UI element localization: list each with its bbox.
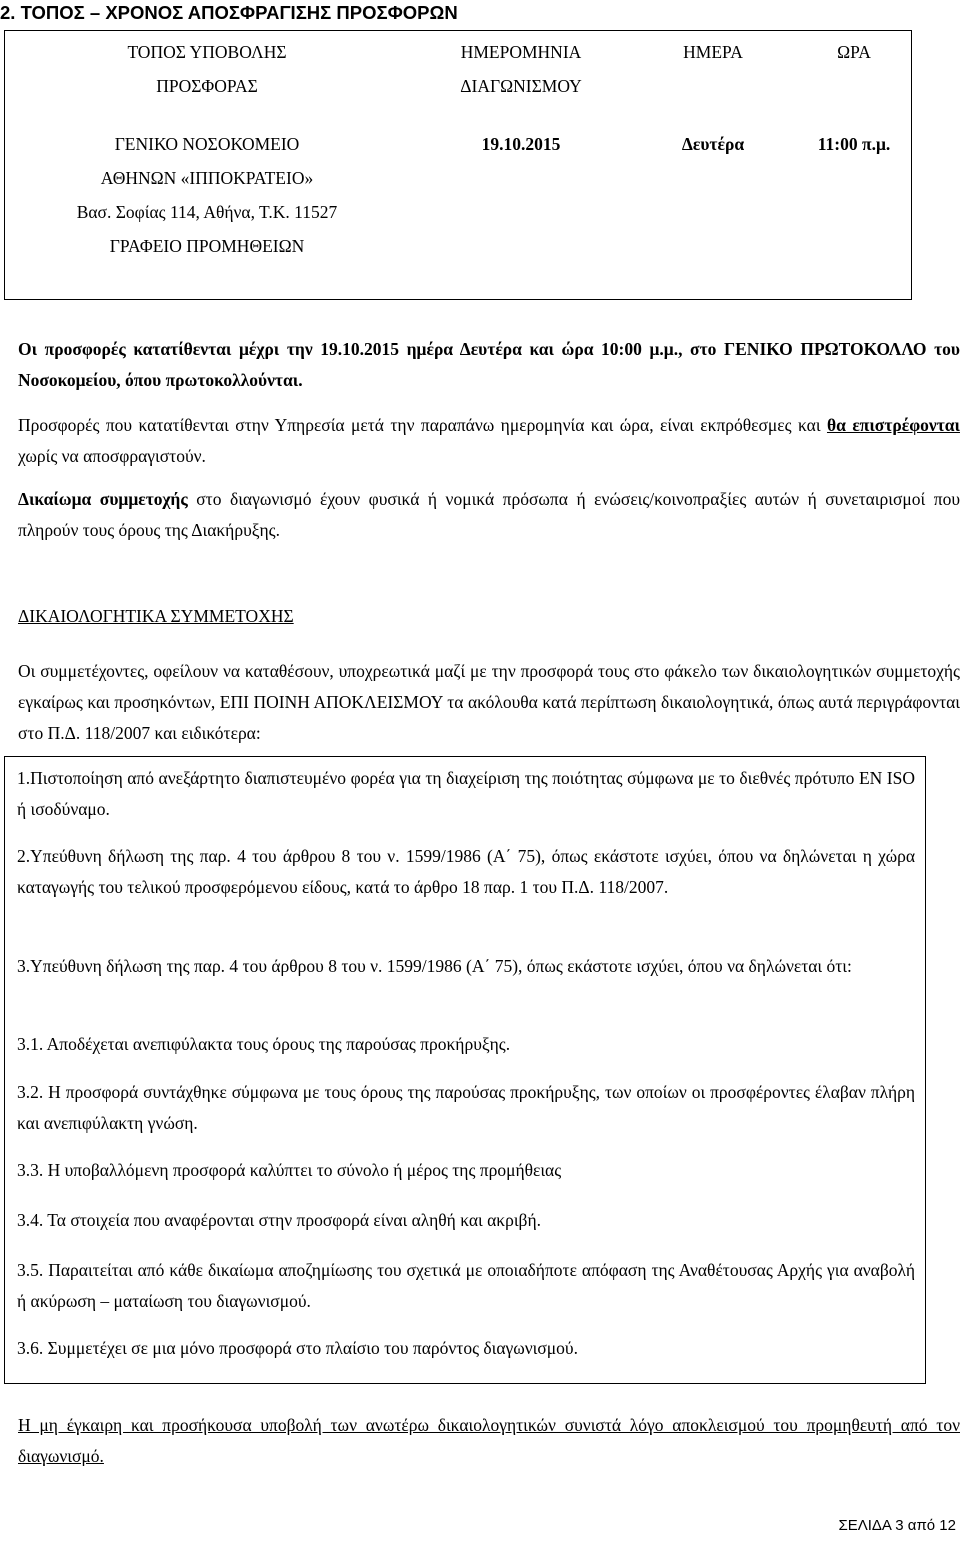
late-offers-text-end: χωρίς να αποσφραγιστούν. [18, 446, 206, 466]
cell-time: 11:00 π.μ. [817, 134, 891, 154]
cell-date: 19.10.2015 [481, 134, 561, 154]
document-item: 2.Υπεύθυνη δήλωση της παρ. 4 του άρθρου 8 του ν. 1599/1986 (Α΄ 75), όπως εκάστοτε ισχύει, όπου να δηλώνεται η χώρα καταγωγής του τελικού προσφερόμενου είδους, κατά το άρθρο 18 παρ. 1 του Π.Δ. 118/2007. [17, 846, 915, 897]
document-item: 3.2. Η προσφορά συντάχθηκε σύμφωνα με τους όρους της παρούσας προκήρυξης, των οποίων οι προσφέροντες έλαβαν πλήρη και ανεπιφύλακτη γνώση. [17, 1082, 915, 1133]
document-item: 3.6. Συμμετέχει σε μια μόνο προσφορά στο πλαίσιο του παρόντος διαγωνισμού. [17, 1338, 578, 1358]
place-line: ΓΕΝΙΚΟ ΝΟΣΟΚΟΜΕΙΟ [114, 134, 300, 154]
document-item: 3.1. Αποδέχεται ανεπιφύλακτα τους όρους της παρούσας προκήρυξης. [17, 1034, 511, 1054]
document-item: 3.3. Η υποβαλλόμενη προσφορά καλύπτει το σύνολο ή μέρος της προμήθειας [17, 1160, 562, 1180]
participation-text: στο διαγωνισμό έχουν φυσικά ή νομικά πρόσωπα ή ενώσεις/κοινοπραξίες αυτών ή συνεταιρισμοί που πληρούν τους όρους της Διακήρυξης. [18, 489, 960, 540]
place-line: ΑΘΗΝΩΝ «ΙΠΠΟΚΡΑΤΕΙΟ» [100, 168, 314, 188]
document-item: 3.Υπεύθυνη δήλωση της παρ. 4 του άρθρου 8 του ν. 1599/1986 (Α΄ 75), όπως εκάστοτε ισχύει, όπου να δηλώνεται ότι: [17, 956, 852, 976]
participation-emph: Δικαίωμα συμμετοχής [18, 489, 188, 509]
header-date-line: ΔΙΑΓΩΝΙΣΜΟΥ [460, 76, 582, 96]
documents-intro: Οι συμμετέχοντες, οφείλουν να καταθέσουν, υποχρεωτικά μαζί με την προσφορά τους στο φάκελο των δικαιολογητικών συμμετοχής εγκαίρως και προσηκόντων, ΕΠΙ ΠΟΙΝΗ ΑΠΟΚΛΕΙΣΜΟΥ τα ακόλουθα κατά περίπτωση δικαιολογητικά, όπως αυτά περιγράφονται στο Π.Δ. 118/2007 και ειδικότερα: [18, 661, 960, 743]
place-line: Βασ. Σοφίας 114, Αθήνα, Τ.Κ. 11527 [76, 202, 338, 222]
opening-schedule-table [4, 30, 912, 300]
late-offers-paragraph [18, 410, 960, 472]
document-item: 3.5. Παραιτείται από κάθε δικαίωμα αποζημίωσης του σχετικά με οποιαδήποτε απόφαση της Αναθέτουσας Αρχής για αναβολή ή ακύρωση – ματαίωση του διαγωνισμού. [17, 1260, 915, 1311]
documents-box [4, 756, 926, 1384]
late-offers-emph: θα επιστρέφονται [826, 415, 960, 435]
header-date-line: ΗΜΕΡΟΜΗΝΙΑ [460, 42, 582, 62]
exclusion-note: Η μη έγκαιρη και προσήκουσα υποβολή των ανωτέρω δικαιολογητικών συνιστά λόγο αποκλεισμού του προμηθευτή από τον διαγωνισμό. [18, 1415, 960, 1466]
header-place-line: ΠΡΟΣΦΟΡΑΣ [156, 76, 258, 96]
page-number: ΣΕΛΙΔΑ 3 από 12 [838, 1517, 956, 1534]
cell-day: Δευτέρα [681, 134, 745, 154]
header-time: ΩΡΑ [837, 42, 871, 62]
submission-note: Οι προσφορές κατατίθενται μέχρι την 19.10.2015 ημέρα Δευτέρα και ώρα 10:00 μ.μ., στο ΓΕΝΙΚΟ ΠΡΩΤΟΚΟΛΛΟ του Νοσοκομείου, όπου πρωτοκολλούνται. [18, 339, 960, 390]
header-place [5, 35, 409, 103]
place-line: ΓΡΑΦΕΙΟ ΠΡΟΜΗΘΕΙΩΝ [109, 236, 305, 256]
section-heading: 2. ΤΟΠΟΣ – ΧΡΟΝΟΣ ΑΠΟΣΦΡΑΓΙΣΗΣ ΠΡΟΣΦΟΡΩΝ [0, 2, 458, 23]
late-offers-text: Προσφορές που κατατίθενται στην Υπηρεσία μετά την παραπάνω ημερομηνία και ώρα, είναι εκπρόθεσμες και [18, 415, 827, 435]
header-date [417, 35, 625, 103]
documents-title: ΔΙΚΑΙΟΛΟΓΗΤΙΚΑ ΣΥΜΜΕΤΟΧΗΣ [18, 606, 294, 626]
document-item: 1.Πιστοποίηση από ανεξάρτητο διαπιστευμένο φορέα για τη διαχείριση της ποιότητας σύμφωνα με το διεθνές πρότυπο EN ISO ή ισοδύναμο. [17, 768, 915, 819]
participation-paragraph [18, 484, 960, 546]
header-place-line: ΤΟΠΟΣ ΥΠΟΒΟΛΗΣ [127, 42, 287, 62]
header-day: ΗΜΕΡΑ [683, 42, 743, 62]
document-item: 3.4. Τα στοιχεία που αναφέρονται στην προσφορά είναι αληθή και ακριβή. [17, 1210, 541, 1230]
cell-place [5, 127, 409, 263]
